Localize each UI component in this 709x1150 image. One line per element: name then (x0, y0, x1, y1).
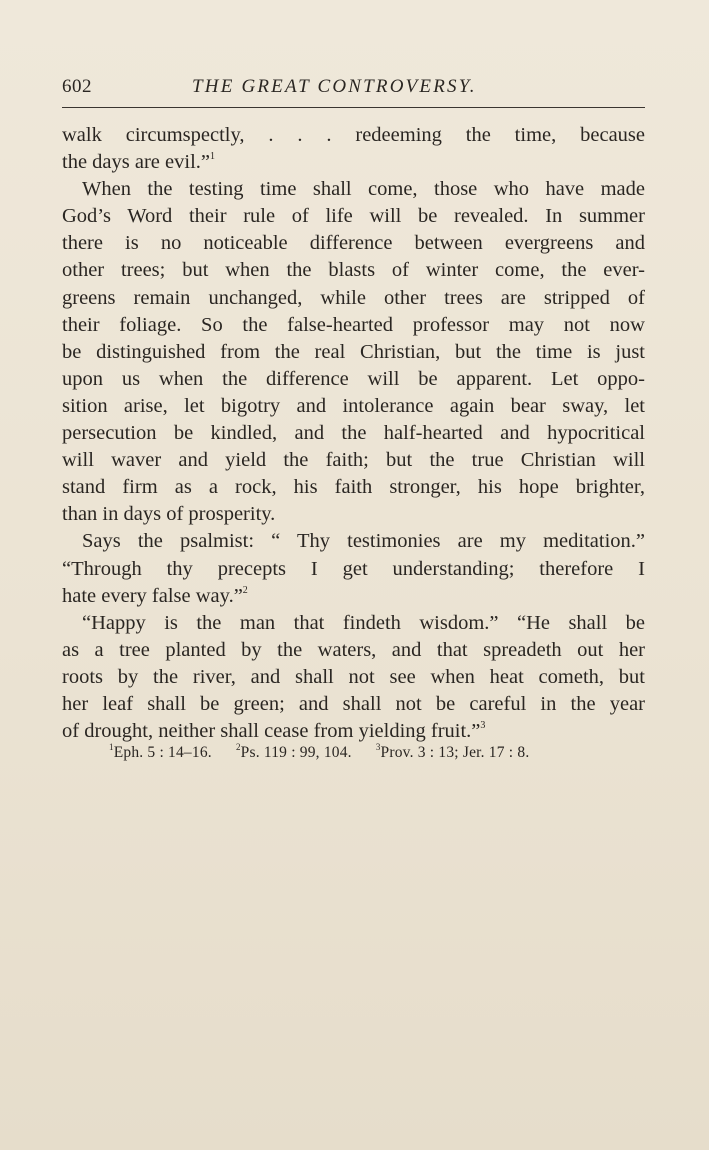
running-head (62, 76, 647, 104)
text-line: God’s Word their rule of life will be revealed. In summer (62, 205, 645, 228)
text-line-with-note (62, 718, 645, 745)
footnote-ref-2: 2 (242, 584, 248, 596)
footnote-ref-1: 1 (209, 151, 215, 163)
paragraph-continuation (62, 122, 645, 176)
text-line: other trees; but when the blasts of winter come, the ever- (62, 259, 645, 282)
paragraph-psalmist (62, 528, 645, 609)
footnote-2 (236, 744, 352, 762)
footnote-text: Ps. 119 : 99, 104. (240, 744, 352, 761)
text-line: their foliage. So the false-hearted professor may not now (62, 313, 645, 336)
footnote-text: Prov. 3 : 13; Jer. 17 : 8. (380, 744, 530, 761)
text-line: persecution be kindled, and the half-hearted and hypocritical (62, 422, 645, 445)
text-line: than in days of prosperity. (62, 503, 276, 526)
text-line-with-note (62, 583, 645, 610)
text-line: hate every false way.” (62, 584, 243, 607)
text-line: Says the psalmist: “ Thy testimonies are my meditation.” (82, 530, 645, 553)
text-line: of drought, neither shall cease from yielding fruit.” (62, 720, 481, 743)
paragraph-testing-time (62, 176, 645, 528)
footnote-mark: 2 (235, 742, 241, 752)
text-line-with-note (62, 149, 645, 176)
footnote-text: Eph. 5 : 14–16. (113, 744, 212, 761)
header-rule (62, 107, 645, 108)
text-line: “Through thy precepts I get understanding; therefore I (62, 557, 645, 580)
text-line: roots by the river, and shall not see when heat cometh, but (62, 665, 645, 688)
paragraph-happy-man (62, 610, 645, 745)
text-line: as a tree planted by the waters, and that spreadeth out her (62, 638, 645, 661)
page-number: 602 (62, 76, 92, 97)
text-line: upon us when the difference will be apparent. Let oppo- (62, 367, 645, 390)
text-line: walk circumspectly, . . . redeeming the time, because (62, 124, 645, 146)
text-line: the days are evil.” (62, 151, 210, 174)
text-line: sition arise, let bigotry and intolerance again bear sway, let (62, 394, 645, 417)
body-text (62, 122, 645, 745)
text-line: be distinguished from the real Christian, but the time is just (62, 340, 645, 363)
footnote-ref-3: 3 (480, 720, 486, 732)
footnote-mark: 3 (375, 742, 381, 752)
footnotes (109, 744, 529, 762)
footnote-3 (376, 744, 530, 762)
text-line: there is no noticeable difference between evergreens and (62, 232, 645, 255)
footnote-1 (109, 744, 212, 762)
running-title: THE GREAT CONTROVERSY. (192, 76, 477, 97)
footnote-mark: 1 (109, 742, 114, 752)
text-line: greens remain unchanged, while other trees are stripped of (62, 286, 645, 309)
text-line: will waver and yield the faith; but the true Christian will (62, 449, 645, 472)
text-line: “Happy is the man that findeth wisdom.” “He shall be (82, 611, 645, 634)
text-line: When the testing time shall come, those who have made (82, 178, 645, 201)
text-line: her leaf shall be green; and shall not be careful in the year (62, 692, 645, 715)
text-line: stand firm as a rock, his faith stronger, his hope brighter, (62, 476, 645, 499)
